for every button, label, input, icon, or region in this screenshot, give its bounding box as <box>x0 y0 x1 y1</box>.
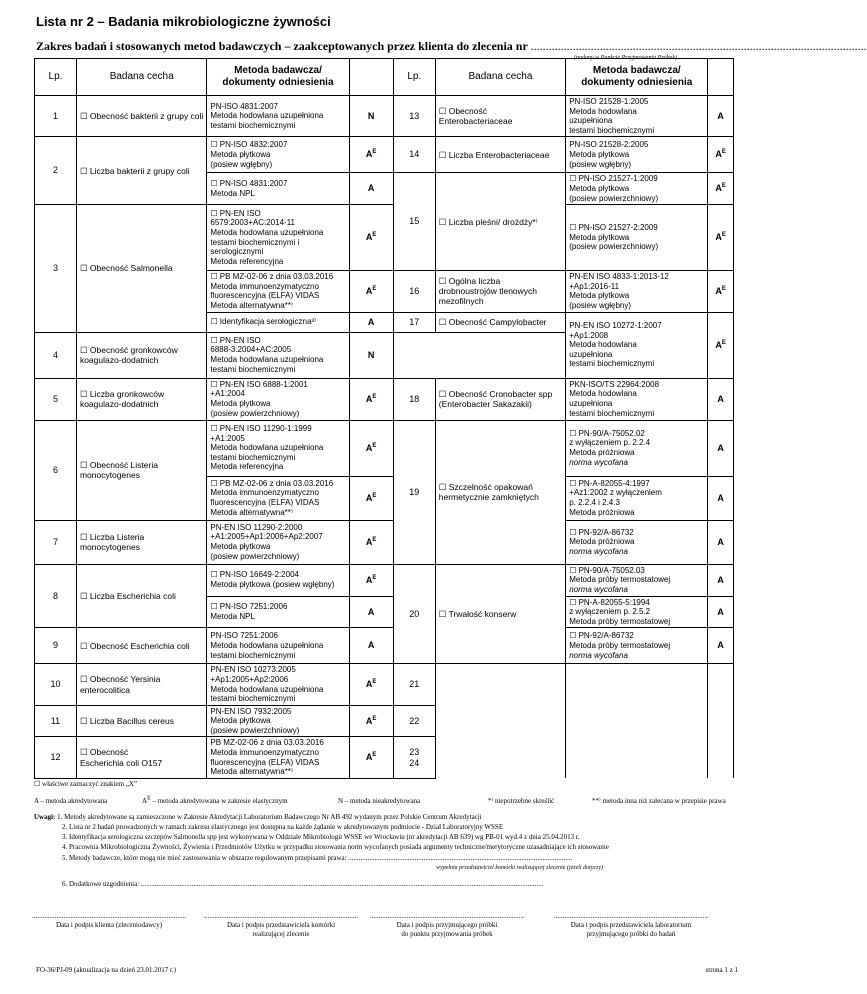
empty-cell <box>435 737 565 778</box>
row-number: 13 <box>393 96 435 137</box>
signature-line: ........................................................................................ <box>554 912 708 920</box>
order-number-field[interactable]: ................................................................................................................ <box>530 39 867 53</box>
form-code: FO-36/PJ-09 (aktualizacja na dzień 23.01.2017 r.) <box>36 966 176 974</box>
empty-cell <box>566 664 708 705</box>
accreditation-status: $A^E$ <box>349 420 393 476</box>
header-metoda-left: Metoda badawcza/ dokumenty odniesienia <box>207 59 349 96</box>
accreditation-status: A <box>708 420 734 476</box>
row-number: 14 <box>393 137 435 173</box>
accreditation-status: $A^E$ <box>349 271 393 312</box>
note-5[interactable]: 5. Metody badawcze, które mogą nie mieć zastosowania w obszarze regulowanym przepisami prawa: ................................................................................................................................ <box>62 853 573 862</box>
method-cell[interactable]: ☐ PB MZ-02-06 z dnia 03.03.2016 Metoda immunoenzymatyczno fluorescencyjna (ELFA) VIDAS Metoda alternatywna**⁾ <box>207 271 349 312</box>
signature-lab[interactable] <box>546 912 716 939</box>
method-cell[interactable]: PN-EN ISO 7932:2005 Metoda płytkowa (posiew powierzchniowy) <box>207 705 349 737</box>
accreditation-status: $A^E$ <box>349 664 393 705</box>
row-number: 12 <box>35 737 77 778</box>
row-number: 3 <box>35 205 77 332</box>
row-number: 6 <box>35 420 77 520</box>
accreditation-status: A <box>708 628 734 664</box>
test-feature-checkbox[interactable]: ☐ Obecność Cronobacter spp (Enterobacter Sakazakii) <box>435 378 565 420</box>
test-feature-checkbox[interactable]: ☐ Obecność Yersinia enterocolitica <box>76 664 206 705</box>
row-number: 21 <box>393 664 435 705</box>
accreditation-status: A <box>708 476 734 520</box>
accreditation-status: A <box>349 312 393 332</box>
signature-sample-intake[interactable] <box>362 912 532 939</box>
test-feature-checkbox[interactable]: ☐ Obecność Listeria monocytogenes <box>76 420 206 520</box>
accreditation-status: $A^E$ <box>708 205 734 271</box>
table-row <box>35 205 734 271</box>
accreditation-status: A <box>349 628 393 664</box>
empty-cell <box>708 664 734 705</box>
row-number: 4 <box>35 332 77 378</box>
test-methods-table <box>34 58 734 778</box>
row-number: 5 <box>35 378 77 420</box>
method-cell[interactable]: ☐ PN-EN ISO 6579:2003+AC:2014-11 Metoda hodowlana uzupełniona testami biochemicznymi i serologicznymi Metoda referencyjna <box>207 205 349 271</box>
header-cecha-left: Badana cecha <box>76 59 206 96</box>
header-cecha-right: Badana cecha <box>435 59 565 96</box>
method-cell[interactable]: PN-ISO 21528-1:2005 Metoda hodowlana uzupełniona testami biochemicznymi <box>566 96 708 137</box>
header-status-left <box>349 59 393 96</box>
legend-ae-sup: E <box>147 795 151 802</box>
table-row <box>35 664 734 705</box>
test-feature-checkbox[interactable]: ☐ Obecność Campylobacter <box>435 312 565 332</box>
method-cell[interactable]: ☐ PN-92/A-86732 Metoda próby termostatowej norma wycofana <box>566 628 708 664</box>
test-feature-checkbox[interactable]: ☐ Liczba bakterii z grupy coli <box>76 137 206 205</box>
signature-line: ........................................................................................ <box>32 912 186 920</box>
legend-dstar: **⁾ metoda inna niż zalecana w przepisie prawa <box>592 797 726 805</box>
test-feature-checkbox[interactable]: ☐ Liczba Bacillus cereus <box>76 705 206 737</box>
test-feature-checkbox[interactable]: ☐ Obecność Salmonella <box>76 205 206 332</box>
row-number: 20 <box>393 564 435 664</box>
scope-text: Zakres badań i stosowanych metod badawczych – zaakceptowanych przez klienta do zlecenia nr <box>36 39 528 53</box>
note-4: 4. Pracownia Mikrobiologiczna Żywności, Żywienia i Przedmiotów Użytku w przypadku stosowania norm wycofanych posiada argumenty techniczne/merytoryczne uzasadniające ich stosowanie <box>62 843 609 852</box>
row-number: 2 <box>35 137 77 205</box>
signature-line: ........................................................................................ <box>204 912 358 920</box>
method-cell[interactable]: ☐ PN-ISO 4831:2007 Metoda NPL <box>207 173 349 205</box>
table-row <box>35 520 734 564</box>
table-row <box>35 420 734 476</box>
note-2: 2. Lista nr 2 badań prowadzonych w ramach zakresu elastycznego jest dostępna na każde żądanie w akredytowanym podmiocie - Dział Laboratoryjny WSSE <box>62 823 504 832</box>
method-cell[interactable]: ☐ PN-ISO 21527-2:2009 Metoda płytkowa (posiew powierzchniowy) <box>566 205 708 271</box>
scope-note: (nadany w Punkcie Przyjmowania Próbek) <box>574 55 677 61</box>
table-row <box>35 378 734 420</box>
header-status-right <box>708 59 734 96</box>
additional-agreements[interactable]: 6. Dodatkowe uzgodnienia: ...................................................................................................................................................................................................................................... <box>62 880 544 888</box>
note-1: 1. Metody akredytowane są zamieszczone w Zakresie Akredytacji Laboratorium Badawczego Nr AB 492 wydanym przez Polskie Centrum Akredytacji <box>57 813 482 821</box>
table-row <box>35 137 734 173</box>
header-lp-right: Lp. <box>393 59 435 96</box>
table-row <box>35 96 734 137</box>
signature-label: Data i podpis przedstawiciela laboratorium przyjmującego próbki do badań <box>570 921 692 939</box>
note-3: 3. Identyfikacja serologiczna szczepów Salmonella spp jest wykonywana w Oddziale Mikrobiologii WSSE we Wrocławiu (nr akredytacji AB 639) wg PB-01 wyd.4 z dnia 25.04.2013 r. <box>62 833 580 842</box>
empty-cell <box>708 737 734 778</box>
method-cell[interactable]: ☐ PN-ISO 4832:2007 Metoda płytkowa (posiew wgłębny) <box>207 137 349 173</box>
empty-cell <box>566 737 708 778</box>
table-row <box>35 564 734 596</box>
header-metoda-right: Metoda badawcza/ dokumenty odniesienia <box>566 59 708 96</box>
scope-line <box>36 39 867 54</box>
test-feature-checkbox[interactable]: ☐ Trwałość konserw <box>435 564 565 664</box>
legend-star: *⁾ niepotrzebne skreślić <box>488 797 555 805</box>
test-feature-checkbox[interactable]: ☐ Liczba Listeria monocytogenes <box>76 520 206 564</box>
page-title: Lista nr 2 – Badania mikrobiologiczne żywności <box>36 14 331 29</box>
notes-block <box>34 812 744 863</box>
method-cell[interactable]: ☐ PN-A-82055-4:1997 +Az1:2002 z wyłączeniem p. 2.2.4 i 2.4.3 Metoda próżniowa <box>566 476 708 520</box>
accreditation-status: $A^E$ <box>349 520 393 564</box>
accreditation-status: $A^E$ <box>349 705 393 737</box>
legend-ae <box>142 797 288 805</box>
row-number: 22 <box>393 705 435 737</box>
signature-client[interactable] <box>24 912 194 930</box>
table-row <box>35 737 734 778</box>
method-cell[interactable]: ☐ PN-ISO 16649-2:2004 Metoda płytkowa (posiew wgłębny) <box>207 564 349 596</box>
row-number: 23 24 <box>393 737 435 778</box>
empty-cell <box>435 664 565 705</box>
accreditation-status: $A^E$ <box>349 476 393 520</box>
test-feature-checkbox[interactable]: ☐ Liczba Escherichia coli <box>76 564 206 628</box>
method-cell[interactable]: ☐ PB MZ-02-06 z dnia 03.03.2016 Metoda immunoenzymatyczno fluorescencyjna (ELFA) VIDAS Metoda alternatywna**⁾ <box>207 476 349 520</box>
table-row <box>35 705 734 737</box>
test-feature-checkbox[interactable]: ☐ Liczba gronkowców koagulazo-dodatnich <box>76 378 206 420</box>
test-feature-checkbox[interactable]: ☐ Obecność Enterobacteriaceae <box>435 96 565 137</box>
table-header-row <box>35 59 734 96</box>
signature-label: Data i podpis klienta (zleceniodawcy) <box>55 921 163 930</box>
method-cell[interactable]: PB MZ-02-06 z dnia 03.03.2016 Metoda immunoenzymatyczno fluorescencyjna (ELFA) VIDAS Metoda alternatywna**⁾ <box>207 737 349 778</box>
method-cell[interactable]: PN-ISO 21528-2:2005 Metoda płytkowa (posiew wgłębny) <box>566 137 708 173</box>
row-number: 18 <box>393 378 435 420</box>
row-number: 9 <box>35 628 77 664</box>
method-cell[interactable]: ☐ PN-EN ISO 6888-1:2001 +A1:2004 Metoda płytkowa (posiew powierzchniowy) <box>207 378 349 420</box>
signature-label: Data i podpis przyjmującego próbki do punktu przyjmowania próbek <box>396 921 498 939</box>
method-cell[interactable]: ☐ PN-90/A-75052.02 z wyłączeniem p. 2.2.4 Metoda próżniowa norma wycofana <box>566 420 708 476</box>
empty-cell <box>566 705 708 737</box>
method-cell[interactable]: ☐ PN-90/A-75052.03 Metoda próby termostatowej norma wycofana <box>566 564 708 596</box>
method-cell[interactable]: PN-ISO 4831:2007 Metoda hodowlana uzupełniona testami biochemicznymi <box>207 96 349 137</box>
notes-subnote: wypełnia przedstawiciel komórki realizującej zlecenie (jeżeli dotyczy) <box>436 865 604 871</box>
legend-n: N – metoda nieakredytowana <box>338 797 421 805</box>
method-cell[interactable]: ☐ PN-ISO 7251:2006 Metoda NPL <box>207 596 349 628</box>
accreditation-status: A <box>349 596 393 628</box>
row-number: 19 <box>393 420 435 564</box>
row-number: 15 <box>393 173 435 271</box>
accreditation-status: $A^E$ <box>708 137 734 173</box>
accreditation-status: N <box>349 96 393 137</box>
row-number: 1 <box>35 96 77 137</box>
notes-label: Uwagi: <box>34 813 56 821</box>
test-feature-checkbox[interactable]: ☐ Liczba Enterobacteriaceae <box>435 137 565 173</box>
method-cell[interactable]: PN-EN ISO 10273:2005 +Ap1:2005+Ap2:2006 Metoda hodowlana uzupełniona testami biochemicznymi <box>207 664 349 705</box>
method-cell[interactable]: ☐ PN-ISO 21527-1:2009 Metoda płytkowa (posiew powierzchniowy) <box>566 173 708 205</box>
test-feature-checkbox[interactable]: ☐ Obecność gronkowców koagulazo-dodatnich <box>76 332 206 378</box>
test-feature-checkbox[interactable]: ☐ Obecność Escherichia coli <box>76 628 206 664</box>
test-feature-checkbox[interactable]: ☐ Obecność bakterii z grupy coli <box>76 96 206 137</box>
accreditation-status: A <box>708 564 734 596</box>
page-number: strona 1 z 1 <box>705 966 738 974</box>
accreditation-status: A <box>708 596 734 628</box>
row-number: 8 <box>35 564 77 628</box>
method-cell[interactable]: PN-EN ISO 4833-1:2013-12 +Ap1:2016-11 Metoda płytkowa (posiew wgłębny) <box>566 271 708 312</box>
legend-check-note: ☐ właściwe zaznaczyć znakiem „X” <box>34 780 138 788</box>
empty-cell <box>435 705 565 737</box>
test-feature-checkbox[interactable]: ☐ Szczelność opakowań hermetycznie zamkniętych <box>435 420 565 564</box>
row-number: 7 <box>35 520 77 564</box>
method-cell[interactable]: ☐ Identyfikacja serologiczna³⁾ <box>207 312 349 332</box>
accreditation-status: $A^E$ <box>349 137 393 173</box>
test-feature-checkbox[interactable]: ☐ Obecność Escherichia coli O157 <box>76 737 206 778</box>
method-cell[interactable]: PKN-ISO/TS 22964:2008 Metoda hodowlana uzupełniona testami biochemicznymi <box>566 378 708 420</box>
method-cell[interactable]: PN-ISO 7251:2006 Metoda hodowlana uzupełniona testami biochemicznymi <box>207 628 349 664</box>
signature-line: ........................................................................................ <box>370 912 524 920</box>
legend-a: A – metoda akredytowana <box>34 797 108 805</box>
accreditation-status: $A^E$ <box>708 173 734 205</box>
accreditation-status: A <box>708 96 734 137</box>
method-cell[interactable]: PN-EN ISO 10272-1:2007 +Ap1:2008 Metoda hodowlana uzupełniona testami biochemicznymi <box>566 312 708 378</box>
accreditation-status: $A^E$ <box>708 312 734 378</box>
accreditation-status: $A^E$ <box>349 378 393 420</box>
empty-cell <box>708 705 734 737</box>
accreditation-status: $A^E$ <box>349 205 393 271</box>
table-body <box>35 96 734 779</box>
row-number: 16 <box>393 271 435 312</box>
signature-unit[interactable] <box>196 912 366 939</box>
method-cell[interactable]: ☐ PN-92/A-86732 Metoda próżniowa norma wycofana <box>566 520 708 564</box>
row-number: 10 <box>35 664 77 705</box>
row-number: 17 <box>393 312 435 332</box>
accreditation-status: N <box>349 332 393 378</box>
accreditation-status: A <box>349 173 393 205</box>
method-cell[interactable]: ☐ PN-A-82055-5:1994 z wyłączeniem p. 2.5.2 Metoda próby termostatowej <box>566 596 708 628</box>
method-cell[interactable]: ☐ PN-EN ISO 11290-1:1999 +A1:2005 Metoda hodowlana uzupełniona testami biochemicznymi Metoda referencyjna <box>207 420 349 476</box>
row-number: 11 <box>35 705 77 737</box>
test-feature-checkbox[interactable]: ☐ Ogólna liczba drobnoustrojów tlenowych mezofilnych <box>435 271 565 312</box>
legend-ae-letter: A <box>142 797 148 805</box>
legend-ae-text: – metoda akredytowana w zakresie elastycznym <box>150 797 288 805</box>
method-cell[interactable]: ☐ PN-EN ISO 6888-3:2004+AC:2005 Metoda hodowlana uzupełniona testami biochemicznymi <box>207 332 349 378</box>
table-row <box>35 628 734 664</box>
test-feature-checkbox[interactable]: ☐ Liczba pleśni/ drożdży*⁾ <box>435 173 565 271</box>
method-cell[interactable]: PN-EN ISO 11290-2:2000 +A1:2005+Ap1:2006+Ap2:2007 Metoda płytkowa (posiew powierzchniowy) <box>207 520 349 564</box>
accreditation-status: $A^E$ <box>349 737 393 778</box>
accreditation-status: $A^E$ <box>708 271 734 312</box>
header-lp-left: Lp. <box>35 59 77 96</box>
accreditation-status: A <box>708 520 734 564</box>
accreditation-status: A <box>708 378 734 420</box>
signature-label: Data i podpis przedstawiciela komórki realizującej zlecenie <box>226 921 336 939</box>
accreditation-status: $A^E$ <box>349 564 393 596</box>
